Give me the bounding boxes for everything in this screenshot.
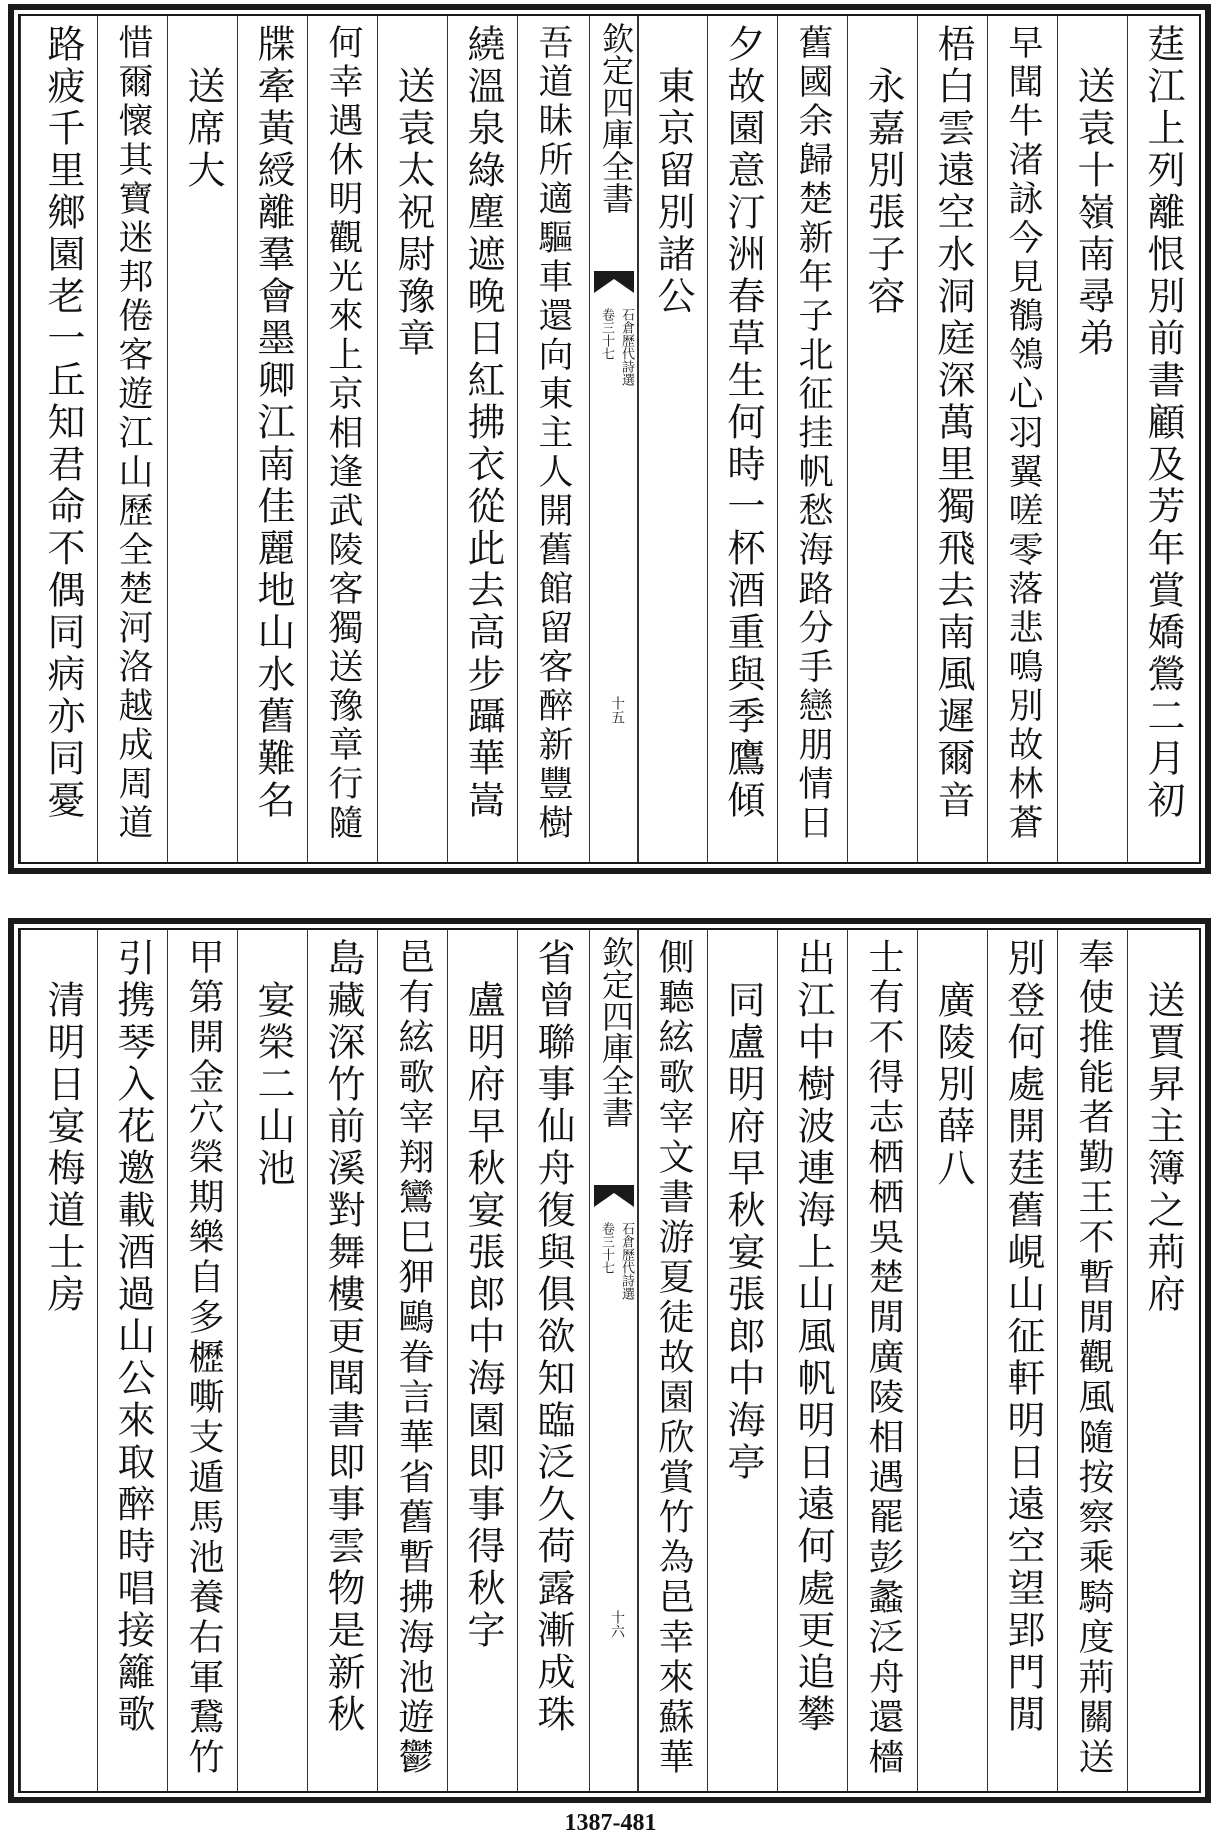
- text-column: [447, 930, 519, 1791]
- text-column: [637, 16, 709, 862]
- text-column: [1127, 930, 1199, 1791]
- text-column: [707, 930, 779, 1791]
- text-column: [20, 16, 99, 862]
- column-text: 何幸遇休明觀光來上京相逢武陵客獨送豫章行隨: [323, 24, 363, 843]
- text-column: [777, 16, 849, 862]
- column-text: 繞溫泉綠塵遮晚日紅拂衣從此去高步躡華嵩: [461, 24, 505, 822]
- text-column: [167, 16, 239, 862]
- text-column: [237, 930, 309, 1791]
- fold-book-title: 石倉歷代詩選: [619, 1222, 634, 1300]
- text-column: [447, 16, 519, 862]
- column-text: 邑有絃歌宰翔鸞巳狎鷗眷言華省舊暫拂海池遊鬱: [393, 938, 434, 1778]
- poem-title: 宴榮二山池: [251, 938, 295, 1190]
- column-text: 舊國余歸楚新年子北征挂帆愁海路分手戀朋情日: [793, 24, 833, 843]
- text-column: [1127, 16, 1199, 862]
- upper-page-frame: [18, 14, 1201, 864]
- column-text: 省曾聯事仙舟復與俱欲知臨泛久荷露漸成珠: [531, 938, 575, 1736]
- fold-title: 欽定四庫全書: [597, 936, 635, 1128]
- fold-book-title: 石倉歷代詩選: [619, 308, 634, 386]
- poem-title: 送賈昇主簿之荊府: [1141, 938, 1185, 1316]
- text-column: [20, 930, 99, 1791]
- upper-page: [8, 4, 1211, 874]
- text-column: [377, 16, 449, 862]
- poem-title: 盧明府早秋宴張郎中海園即事得秋字: [461, 938, 505, 1652]
- text-column: [97, 16, 169, 862]
- column-text: 出江中樹波連海上山風帆明日遠何處更追攀: [791, 938, 835, 1736]
- poem-title: 送席大: [181, 24, 225, 192]
- text-column: [167, 930, 239, 1791]
- column-text: 吾道昧所適驅車還向東主人開舊館留客醉新豐樹: [533, 24, 573, 843]
- poem-title: 送袁太祝尉豫章: [391, 24, 435, 360]
- poem-title: 東京留別諸公: [651, 24, 695, 318]
- footer-page-ref: 1387-481: [564, 1810, 657, 1836]
- column-text: 別登何處開莛舊峴山征軒明日遠空望郢門閒: [1001, 938, 1045, 1736]
- column-text: 士有不得志栖栖吳楚閒廣陵相遇罷彭蠡泛舟還檣: [863, 938, 904, 1778]
- text-column: [917, 16, 989, 862]
- column-text: 早聞牛渚詠今見鶺鴒心羽翼嗟零落悲鳴別故林蒼: [1003, 24, 1043, 843]
- text-column: [377, 930, 449, 1791]
- text-column: [847, 16, 919, 862]
- lower-page-frame: [18, 928, 1201, 1793]
- text-column: [637, 930, 709, 1791]
- text-column: [707, 16, 779, 862]
- page-number: 十五: [609, 696, 625, 724]
- column-text: 甲第開金穴榮期樂自多櫪嘶支遁馬池養右軍鵞竹: [183, 938, 224, 1778]
- text-column: [987, 930, 1059, 1791]
- column-text: 島藏深竹前溪對舞樓更聞書即事雲物是新秋: [321, 938, 365, 1736]
- poem-title: 清明日宴梅道士房: [41, 938, 85, 1316]
- text-column: [1057, 16, 1129, 862]
- text-column: [307, 16, 379, 862]
- center-fold: [589, 930, 639, 1791]
- column-text: 引携琴入花邀載酒過山公來取醉時唱接籬歌: [111, 938, 155, 1736]
- column-text: 路疲千里鄉園老一丘知君命不偶同病亦同憂: [41, 24, 85, 822]
- lower-page: [8, 918, 1211, 1803]
- column-text: 側聽絃歌宰文書游夏徒故園欣賞竹為邑幸來蘇華: [653, 938, 694, 1778]
- fold-title: 欽定四庫全書: [597, 22, 635, 214]
- poem-title: 同盧明府早秋宴張郎中海亭: [721, 938, 765, 1484]
- text-column: [517, 930, 589, 1791]
- column-text: 奉使推能者勤王不暫閒觀風隨按察乘騎度荊關送: [1073, 938, 1114, 1778]
- text-column: [97, 930, 169, 1791]
- text-column: [307, 930, 379, 1791]
- fishtail-mark-icon: [594, 271, 634, 293]
- fold-volume: 卷三十七: [599, 308, 614, 360]
- text-column: [237, 16, 309, 862]
- column-text: 牒牽黃綬離羣會墨卿江南佳麗地山水舊難名: [251, 24, 295, 822]
- poem-title: 廣陵別薛八: [931, 938, 975, 1190]
- text-column: [987, 16, 1059, 862]
- column-text: 惜爾懷其寶迷邦倦客遊江山歷全楚河洛越成周道: [113, 24, 153, 843]
- text-column: [917, 930, 989, 1791]
- fold-volume: 卷三十七: [599, 1222, 614, 1274]
- column-text: 梧白雲遠空水洞庭深萬里獨飛去南風遲爾音: [931, 24, 975, 822]
- page-number: 十六: [609, 1610, 625, 1638]
- center-fold: [589, 16, 639, 862]
- poem-title: 永嘉別張子容: [861, 24, 905, 318]
- text-column: [777, 930, 849, 1791]
- text-column: [517, 16, 589, 862]
- poem-title: 送袁十嶺南尋弟: [1071, 24, 1115, 360]
- text-column: [847, 930, 919, 1791]
- text-column: [1057, 930, 1129, 1791]
- fishtail-mark-icon: [594, 1185, 634, 1207]
- column-text: 夕故園意汀洲春草生何時一杯酒重與季鷹傾: [721, 24, 765, 822]
- column-text: 莛江上列離恨別前書顧及芳年賞嬌鶯二月初: [1141, 24, 1185, 822]
